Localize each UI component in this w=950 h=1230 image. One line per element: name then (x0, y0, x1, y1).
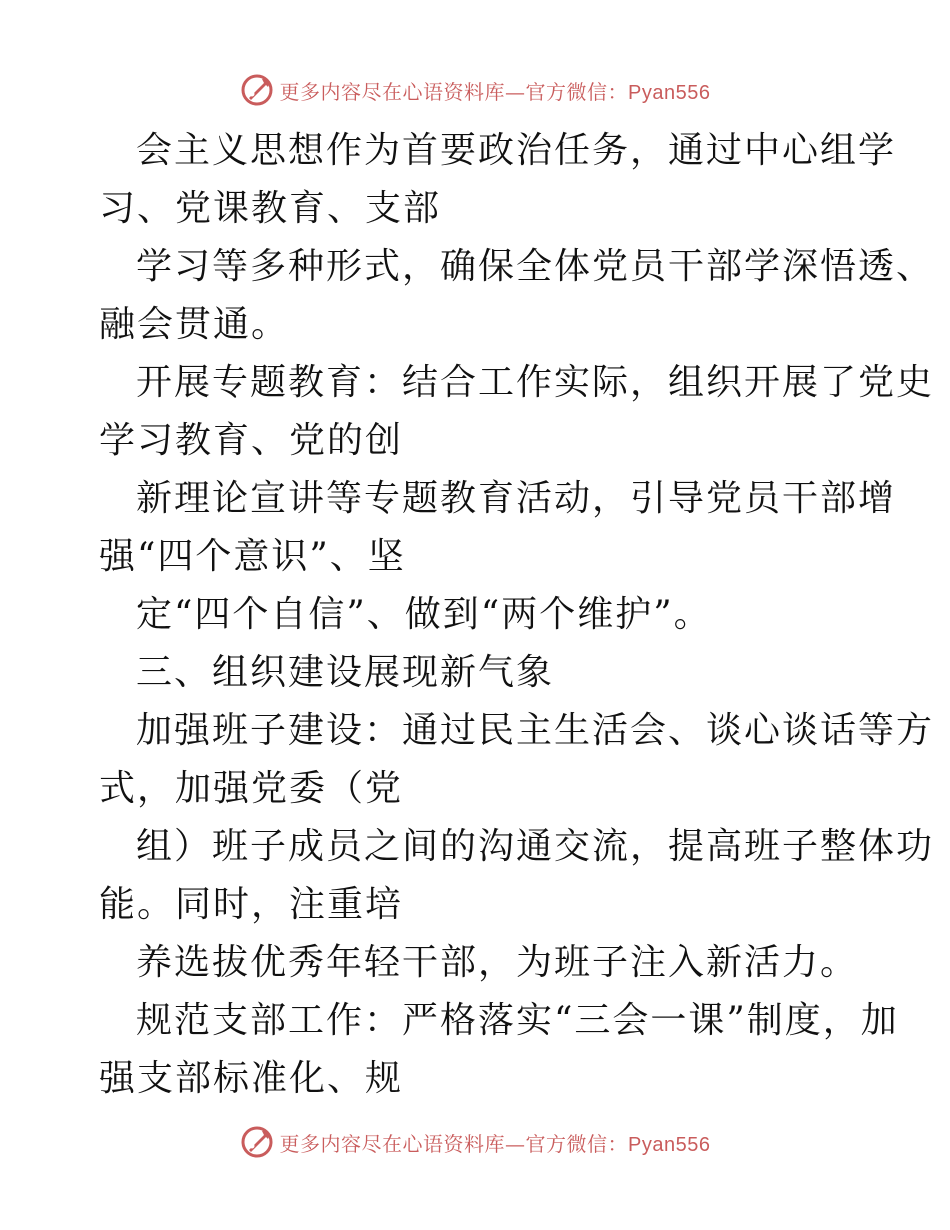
header-watermark-banner (0, 68, 950, 112)
footer-watermark-banner (0, 1120, 950, 1164)
wechat-id: Pyan556 (628, 81, 711, 104)
document-body (0, 122, 950, 1108)
paragraph-line: 能。同时，注重培 (99, 884, 404, 925)
paragraph-line: 式，加强党委（党 (99, 768, 404, 809)
paragraph (0, 586, 950, 644)
paragraph-line: 强“四个意识”、坚 (99, 536, 406, 577)
paragraph (0, 992, 950, 1108)
paragraph-line: 规范支部工作：严格落实“三会一课”制度，加 (136, 1000, 899, 1041)
paragraph (0, 934, 950, 992)
paragraph-line: 融会贯通。 (99, 304, 290, 345)
paragraph-line: 强支部标准化、规 (99, 1058, 404, 1099)
paragraph-line: 定“四个自信”、做到“两个维护”。 (136, 594, 712, 635)
paragraph (0, 354, 950, 470)
watermark-text (280, 76, 711, 105)
paragraph-line: 组）班子成员之间的沟通交流，提高班子整体功 (136, 826, 935, 867)
watermark-text (280, 1128, 711, 1157)
paragraph-line: 三、组织建设展现新气象 (136, 652, 555, 693)
section-heading (0, 644, 950, 702)
paragraph (0, 122, 950, 238)
paragraph-line: 养选拔优秀年轻干部，为班子注入新活力。 (136, 942, 859, 983)
watermark-label: 更多内容尽在心语资料库—官方微信： (279, 79, 629, 104)
paragraph (0, 238, 950, 354)
wechat-id: Pyan556 (628, 1133, 711, 1156)
paragraph-line: 加强班子建设：通过民主生活会、谈心谈话等方 (136, 710, 935, 751)
paragraph-line: 学习等多种形式，确保全体党员干部学深悟透、 (136, 246, 935, 287)
paragraph (0, 470, 950, 586)
paragraph-line: 新理论宣讲等专题教育活动，引导党员干部增 (136, 478, 897, 519)
paragraph-line: 会主义思想作为首要政治任务，通过中心组学 (136, 130, 897, 171)
quill-pen-seal-icon (240, 1125, 274, 1159)
paragraph (0, 702, 950, 818)
paragraph-line: 开展专题教育：结合工作实际，组织开展了党史 (136, 362, 935, 403)
paragraph-line: 习、党课教育、支部 (99, 188, 442, 229)
watermark-label: 更多内容尽在心语资料库—官方微信： (279, 1131, 629, 1156)
paragraph-line: 学习教育、党的创 (99, 420, 404, 461)
quill-pen-seal-icon (240, 73, 274, 107)
paragraph (0, 818, 950, 934)
